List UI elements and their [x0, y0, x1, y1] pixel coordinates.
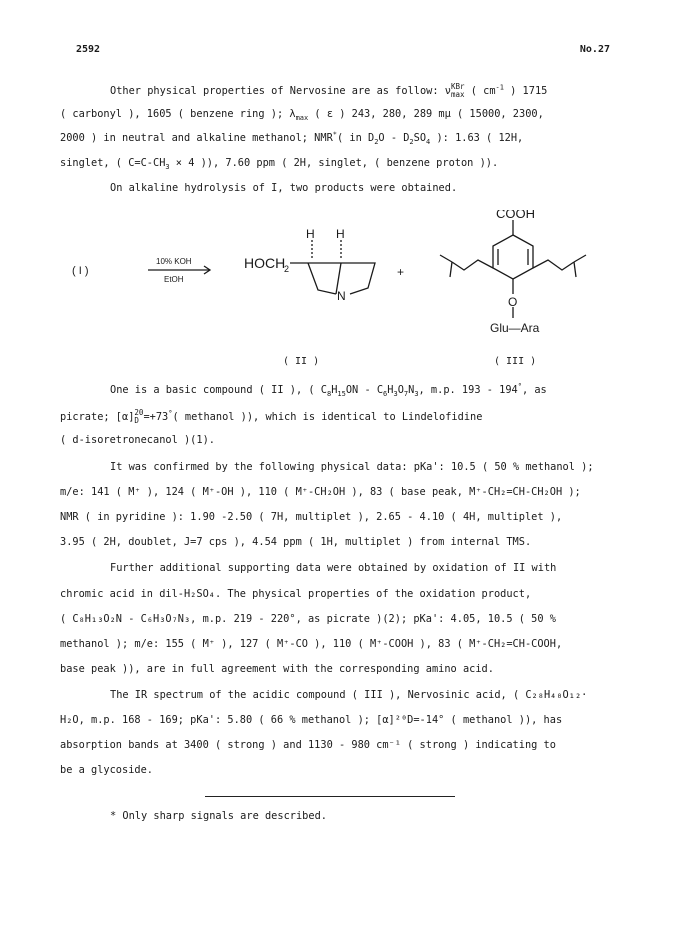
oxygen-atom: O	[508, 295, 518, 309]
footnote: * Only sharp signals are described.	[110, 810, 327, 822]
cooh-group: COOH	[496, 210, 535, 221]
paragraph-2: On alkaline hydrolysis of I, two products were obtained.	[110, 182, 458, 194]
paragraph-5-line-2: chromic acid in dil-H₂SO₄. The physical properties of the oxidation product,	[60, 588, 532, 600]
page-number: 2592	[76, 44, 101, 55]
paragraph-5-line-5: base peak )), are in full agreement with the corresponding amino acid.	[60, 663, 494, 675]
paragraph-3-line-2: picrate; [α] 20 D =+73°( methanol )), which is identical to Lindelofidine	[60, 408, 483, 425]
journal-number: No.27	[579, 44, 610, 55]
hydrogen-right: H	[336, 227, 345, 241]
ring-right	[341, 263, 375, 294]
paragraph-6-line-3: absorption bands at 3400 ( strong ) and 1130 - 980 cm⁻¹ ( strong ) indicating to	[60, 739, 556, 751]
paragraph-5-line-3: ( C₈H₁₃O₂N - C₆H₃O₇N₃, m.p. 219 - 220°, as picrate )(2); pKa': 4.05, 10.5 ( 50 %	[60, 613, 556, 625]
label-compound-II: ( II )	[283, 356, 320, 367]
label-compound-III: ( III )	[494, 356, 537, 367]
paragraph-6-line-1: The IR spectrum of the acidic compound ( III ), Nervosinic acid, ( C₂₈H₄₀O₁₂·	[110, 689, 588, 701]
prenyl-right	[533, 260, 574, 270]
reaction-scheme	[60, 210, 640, 370]
reagent-koh: 10% KOH	[156, 257, 192, 266]
paragraph-4-line-3: NMR ( in pyridine ): 1.90 -2.50 ( 7H, multiplet ), 2.65 - 4.10 ( 4H, multiplet ),	[60, 511, 563, 523]
paragraph-4-line-4: 3.95 ( 2H, doublet, J=7 cps ), 4.54 ppm ( 1H, multiplet ) from internal TMS.	[60, 536, 532, 548]
benzene-ring	[493, 235, 533, 279]
prenyl-left	[452, 260, 493, 270]
reagent-etoh: EtOH	[164, 275, 184, 284]
paragraph-1-line-1: Other physical properties of Nervosine are as follow: ν KBr max ( $cm^{-1}$ ) 1715	[110, 82, 548, 99]
paragraph-4-line-2: m/e: 141 ( M⁺ ), 124 ( M⁺-OH ), 110 ( M⁺-CH₂OH ), 83 ( base peak, M⁺-CH₂=CH-CH₂OH );	[60, 486, 581, 498]
label-compound-I: ( I )	[72, 265, 89, 277]
paragraph-6-line-2: H₂O, m.p. 168 - 169; pKa': 5.80 ( 66 % methanol ); [α]²⁰D=-14° ( methanol )), has	[60, 714, 563, 726]
paragraph-1-line-3: 2000 ) in neutral and alkaline methanol; NMR*( in $D_2O - D_2SO_4$ ): 1.63 ( 12H,	[60, 130, 524, 147]
paragraph-1-line-2: ( carbonyl ), 1605 ( benzene ring ); $\lambda_{max}$ ( ε ) 243, 280, 289 mμ ( 15000, 2300,	[60, 108, 544, 123]
glu-ara-group: Glu—Ara	[490, 321, 540, 335]
paragraph-3-line-3: ( d-isoretronecanol )(1).	[60, 434, 215, 446]
paragraph-4-line-1: It was confirmed by the following physical data: pKa': 10.5 ( 50 % methanol );	[110, 461, 594, 473]
paragraph-1-line-4: singlet, ( $C=C-CH_3 \times 4$ )), 7.60 ppm ( 2H, singlet, ( benzene proton )).	[60, 157, 499, 172]
scheme-drawing	[60, 210, 640, 370]
paragraph-6-line-4: be a glycoside.	[60, 764, 153, 776]
ring-left-bond	[308, 263, 336, 294]
paragraph-3-line-1: One is a basic compound ( II ), ( $C_8H_{15}ON - C_6H_3O_7N_3$, m.p. 193 - 194°, as	[110, 382, 547, 399]
hydrogen-left: H	[306, 227, 315, 241]
plus-sign: +	[397, 265, 405, 279]
hoch2-group: HOCH	[244, 255, 286, 271]
hoch2-subscript: 2	[284, 264, 290, 274]
paragraph-5-line-1: Further additional supporting data were obtained by oxidation of II with	[110, 562, 557, 574]
paragraph-5-line-4: methanol ); m/e: 155 ( M⁺ ), 127 ( M⁺-CO ), 110 ( M⁺-COOH ), 83 ( M⁺-CH₂=CH-COOH,	[60, 638, 563, 650]
nitrogen-atom: N	[337, 289, 346, 303]
footnote-rule	[205, 796, 455, 797]
